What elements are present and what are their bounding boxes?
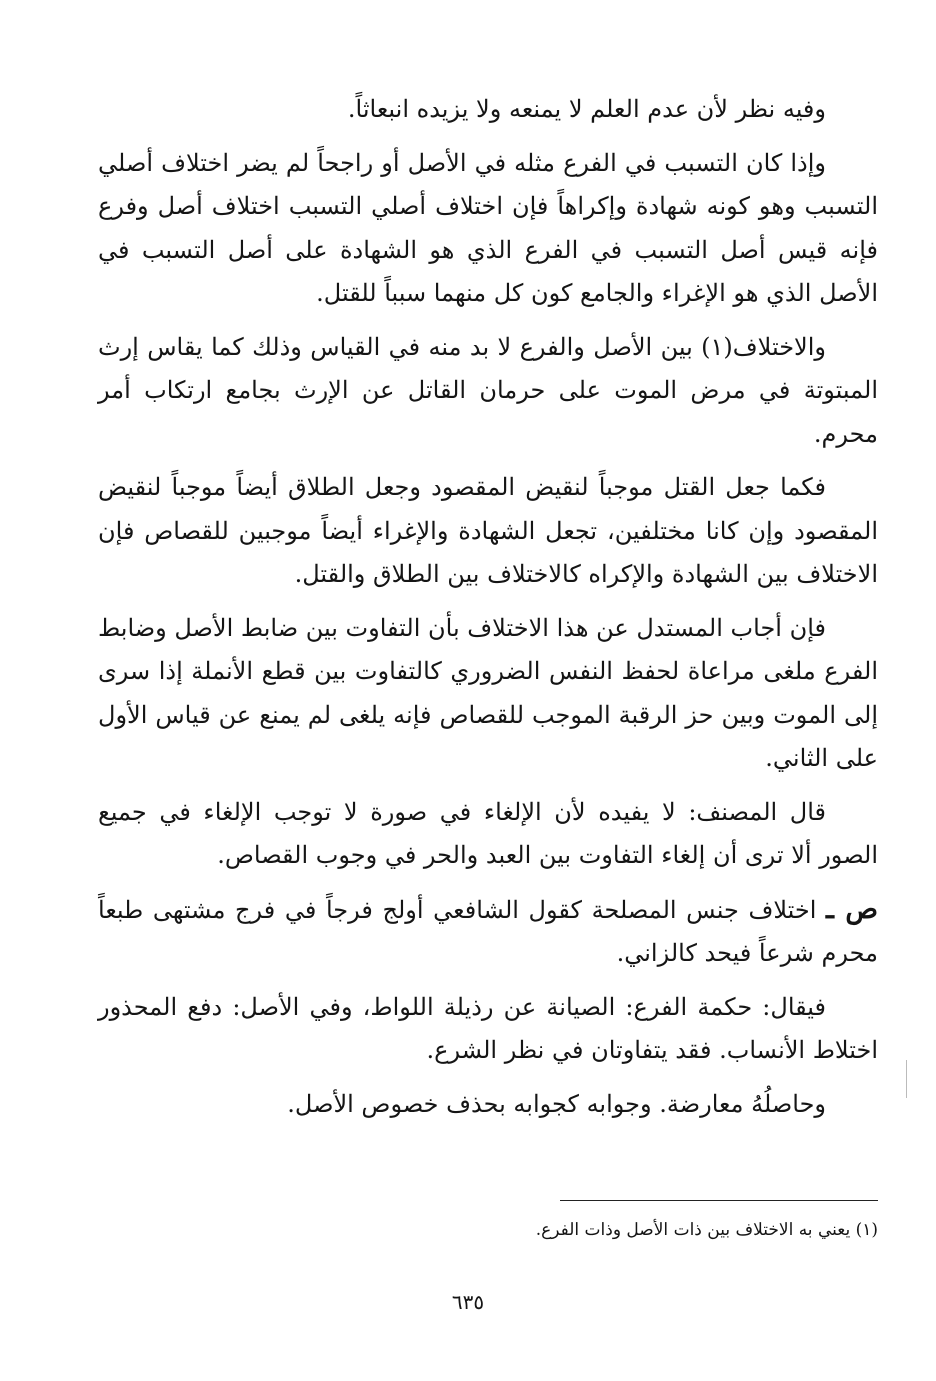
footnote-divider (560, 1200, 878, 1201)
paragraph-3: والاختلاف(١) بين الأصل والفرع لا بد منه في القياس وذلك كما يقاس إرث المبتوتة في مرض الموت على حرمان القاتل عن الإرث بجامع ارتكاب أمر محرم. (98, 332, 878, 448)
matn-text: اختلاف جنس المصلحة كقول الشافعي أولج فرجاً في فرج مشتهى طبعاً محرم شرعاً فيحد كالزاني. (98, 895, 878, 967)
paragraph-4: فكما جعل القتل موجباً لنقيض المقصود وجعل الطلاق أيضاً موجباً لنقيض المقصود وإن كانا مختلفين، تجعل الشهادة والإغراء أيضاً موجبين للقصاص فإن الاختلاف بين الشهادة والإكراه كالاختلاف بين الطلاق والقتل. (98, 473, 878, 588)
paragraph-5: فإن أجاب المستدل عن هذا الاختلاف بأن التفاوت بين ضابط الأصل وضابط الفرع ملغى مراعاة لحفظ النفس الضروري كالتفاوت بين قطع الأنملة إذا سرى إلى الموت وبين حز الرقبة الموجب للقصاص فإنه يلغى لم يمنع عن قياس الأول على الثاني. (98, 613, 878, 772)
paragraph-1: وفيه نظر لأن عدم العلم لا يمنعه ولا يزيده انبعاثاً. (347, 95, 826, 123)
paragraph-8: وحاصلُهُ معارضة. وجوابه كجوابه بحذف خصوص الأصل. (287, 1089, 826, 1118)
footnote: (١) يعني به الاختلاف بين ذات الأصل وذات الفرع. (535, 1220, 878, 1240)
page-body (98, 88, 878, 1136)
margin-mark (906, 1060, 907, 1098)
matn-paragraph (98, 888, 878, 976)
paragraph-6: قال المصنف: لا يفيده لأن الإلغاء في صورة لا توجب الإلغاء في جميع الصور ألا ترى أن إلغاء التفاوت بين العبد والحر في وجوب القصاص. (98, 797, 878, 869)
paragraph-2: وإذا كان التسبب في الفرع مثله في الأصل أو راجحاً لم يضر اختلاف أصلي التسبب وهو كونه شهادة وإكراهاً فإن اختلاف أصلي التسبب اختلاف أصل وفرع فإنه قيس أصل التسبب في الفرع الذي هو الشهادة على أصل التسبب في الأصل الذي هو الإغراء والجامع كون كل منهما سبباً للقتل. (98, 148, 878, 307)
matn-marker: ص ـ (826, 893, 878, 925)
page-number: ٦٣٥ (451, 1290, 485, 1314)
paragraph-7: فيقال: حكمة الفرع: الصيانة عن رذيلة اللواط، وفي الأصل: دفع المحذور اختلاط الأنساب. فقد يتفاوتان في نظر الشرع. (98, 992, 878, 1064)
